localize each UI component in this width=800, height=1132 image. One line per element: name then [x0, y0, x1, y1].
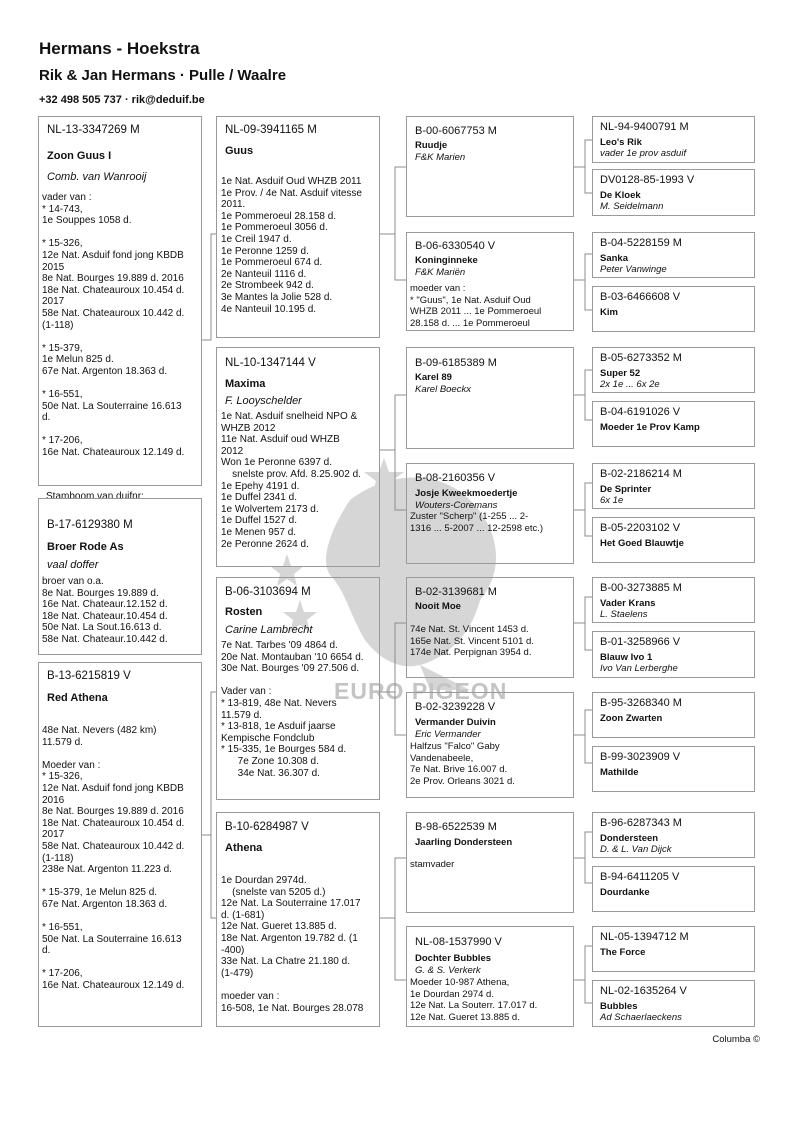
ggp-box-1[interactable]: [406, 116, 574, 217]
watermark-text: EURO PIGEON: [334, 678, 508, 704]
ancestor-box[interactable]: [592, 577, 755, 623]
ggp-breeder: F&K Marien: [415, 152, 466, 163]
ggp-ring-number: NL-08-1537990 V: [415, 936, 502, 948]
ancestor-box[interactable]: [592, 286, 755, 332]
ancestor-name: De Sprinter: [600, 484, 652, 495]
ggp-ring-number: B-09-6185389 M: [415, 357, 497, 369]
ancestor-breeder: L. Staelens: [600, 609, 648, 620]
ancestor-box[interactable]: [592, 401, 755, 447]
ancestor-ring-number: B-04-5228159 M: [600, 237, 682, 249]
ancestor-box[interactable]: [592, 169, 755, 216]
dam-sire-name: Rosten: [225, 606, 263, 618]
sire-dam-box[interactable]: [216, 347, 380, 567]
ancestor-box[interactable]: [592, 631, 755, 678]
ggp-box-6[interactable]: [406, 692, 574, 798]
ggp-box-4[interactable]: [406, 463, 574, 564]
ancestor-ring-number: B-01-3258966 V: [600, 636, 681, 648]
ancestor-box[interactable]: [592, 692, 755, 738]
ancestor-name: Mathilde: [600, 767, 639, 778]
sire-dam-details: 1e Nat. Asduif snelheid NPO & WHZB 2012 11e Nat. Asduif oud WHZB 2012 Won 1e Peronne 6397 d. snelste prov. Afd. 8.25.902 d. 1e Epehy 4191 d. 1e Duffel 2341 d. 1e Wolvertem 2173 d. 1e Duffel 1527 d. 1e Menen 957 d. 2e Peronne 2624 d.: [221, 411, 361, 550]
ancestor-breeder: M. Seidelmann: [600, 201, 664, 212]
dam-ring-number: B-13-6215819 V: [47, 670, 131, 682]
ggp-name: Ruudje: [415, 140, 448, 151]
ggp-ring-number: B-06-6330540 V: [415, 240, 496, 252]
ancestor-name: Sanka: [600, 253, 628, 264]
ancestor-box[interactable]: [592, 746, 755, 792]
subject-box[interactable]: [38, 116, 202, 486]
ggp-breeder: G. & S. Verkerk: [415, 965, 481, 976]
ggp-box-2[interactable]: [406, 232, 574, 331]
ancestor-name: Super 52: [600, 368, 641, 379]
sire-ring-number: NL-09-3941165 M: [225, 124, 317, 136]
ancestor-name: The Force: [600, 947, 646, 958]
ancestor-ring-number: B-94-6411205 V: [600, 871, 680, 883]
ancestor-ring-number: NL-05-1394712 M: [600, 931, 689, 943]
ancestor-ring-number: NL-94-9400791 M: [600, 121, 689, 133]
ancestor-box[interactable]: [592, 517, 755, 563]
ggp-ring-number: B-98-6522539 M: [415, 821, 497, 833]
ancestor-box[interactable]: [592, 463, 755, 509]
sibling-details: broer van o.a. 8e Nat. Bourges 19.889 d. 16e Nat. Chateaur.12.152 d. 18e Nat. Chateaur.10.454 d. 50e Nat. La Sout.16.613 d. 58e Nat. Chateaur.10.442 d.: [42, 576, 168, 645]
page-title: Hermans - Hoekstra: [39, 39, 200, 58]
subject-ring-number: NL-13-3347269 M: [47, 124, 140, 136]
ggp-box-3[interactable]: [406, 347, 574, 449]
ggp-details: Zuster "Scherp" (1-255 ... 2- 1316 ... 5-2007 ... 12-2598 etc.): [410, 511, 544, 534]
ggp-name: Josje Kweekmoedertje: [415, 488, 518, 499]
ggp-name: Vermander Duivin: [415, 717, 496, 728]
ggp-ring-number: B-08-2160356 V: [415, 472, 496, 484]
dam-dam-ring-number: B-10-6284987 V: [225, 821, 309, 833]
sibling-ring-number: B-17-6129380 M: [47, 519, 133, 531]
ancestor-name: Moeder 1e Prov Kamp: [600, 422, 700, 433]
ggp-ring-number: B-02-3139681 M: [415, 586, 497, 598]
ggp-name: Jaarling Dondersteen: [415, 837, 513, 848]
ancestor-box[interactable]: [592, 812, 755, 858]
ancestor-ring-number: B-95-3268340 M: [600, 697, 682, 709]
ancestor-ring-number: B-96-6287343 M: [600, 817, 682, 829]
ancestor-ring-number: B-03-6466608 V: [600, 291, 681, 303]
ancestor-name: Dondersteen: [600, 833, 659, 844]
ggp-breeder: Wouters-Coremans: [415, 500, 498, 511]
ancestor-ring-number: B-04-6191026 V: [600, 406, 681, 418]
ancestor-breeder: vader 1e prov asduif: [600, 148, 687, 159]
ancestor-name: Zoon Zwarten: [600, 713, 663, 724]
subject-name: Zoon Guus I: [47, 150, 112, 162]
sire-name: Guus: [225, 145, 254, 157]
ggp-ring-number: B-02-3239228 V: [415, 701, 496, 713]
footer-credit: Columba ©: [712, 1034, 760, 1045]
ggp-breeder: F&K Mariën: [415, 267, 466, 278]
contact-info: +32 498 505 737 · rik@deduif.be: [39, 94, 205, 106]
ggp-details: moeder van : * "Guus", 1e Nat. Asduif Oud WHZB 2011 ... 1e Pommeroeul 28.158 d. ... 1e Pommeroeul: [410, 283, 542, 329]
sibling-legend: Stamboom van duifnr:: [46, 491, 144, 502]
ancestor-box[interactable]: [592, 232, 755, 278]
ancestor-box[interactable]: [592, 116, 755, 163]
ggp-box-5[interactable]: [406, 577, 574, 678]
ggp-name: Nooit Moe: [415, 601, 461, 612]
ancestor-ring-number: B-00-3273885 M: [600, 582, 682, 594]
ggp-box-7[interactable]: [406, 812, 574, 913]
dam-sire-details: 7e Nat. Tarbes '09 4864 d. 20e Nat. Montauban '10 6654 d. 30e Nat. Bourges '09 27.506 d. Vader van : * 13-819, 48e Nat. Nevers 11.579 d. * 13-818, 1e Asduif jaarse Kempische Fondclub * 15-335, 1e Bourges 584 d. 7e Zone 10.308 d. 34e Nat. 36.307 d.: [221, 640, 364, 779]
ggp-details: stamvader: [410, 859, 455, 870]
ancestor-ring-number: NL-02-1635264 V: [600, 985, 687, 997]
ggp-breeder: Eric Vermander: [415, 729, 481, 740]
ancestor-name: Bubbles: [600, 1001, 638, 1012]
ancestor-box[interactable]: [592, 926, 755, 972]
ancestor-ring-number: B-05-6273352 M: [600, 352, 682, 364]
ancestor-breeder: 2x 1e ... 6x 2e: [600, 379, 660, 390]
dam-dam-name: Athena: [225, 842, 263, 854]
ancestor-ring-number: B-99-3023909 V: [600, 751, 681, 763]
ancestor-name: De Kloek: [600, 190, 641, 201]
ggp-details: 74e Nat. St. Vincent 1453 d. 165e Nat. St. Vincent 5101 d. 174e Nat. Perpignan 3954 d.: [410, 624, 534, 658]
ggp-name: Karel 89: [415, 372, 452, 383]
ancestor-name: Kim: [600, 307, 618, 318]
sibling-name: Broer Rode As: [47, 541, 124, 553]
sire-dam-breeder: F. Looyschelder: [225, 395, 302, 407]
dam-dam-box[interactable]: [216, 812, 380, 1027]
ggp-breeder: Karel Boeckx: [415, 384, 471, 395]
ggp-name: Dochter Bubbles: [415, 953, 492, 964]
sire-details: 1e Nat. Asduif Oud WHZB 2011 1e Prov. / 4e Nat. Asduif vitesse 2011. 1e Pommeroeul 28.158 d. 1e Pommeroeul 3056 d. 1e Creil 1947 d. 1e Peronne 1259 d. 1e Pommeroeul 674 d. 2e Nanteuil 1116 d. 2e Strombeek 942 d. 3e Mantes la Jolie 528 d. 4e Nanteuil 10.195 d.: [221, 176, 362, 315]
ggp-ring-number: B-00-6067753 M: [415, 125, 497, 137]
subject-details: vader van : * 14-743, 1e Souppes 1058 d. * 15-326, 12e Nat. Asduif fond jong KBDB 2015 8e Nat. Bourges 19.889 d. 2016 18e Nat. Chateauroux 10.454 d. 2017 58e Nat. Chateauroux 10.442 d. (1-118) * 15-379, 1e Melun 825 d. 67e Nat. Argenton 18.363 d. * 16-551, 50e Nat. La Souterraine 16.613 d. * 17-206, 16e Nat. Chateauroux 12.149 d.: [42, 192, 185, 459]
dam-name: Red Athena: [47, 692, 108, 704]
sire-dam-name: Maxima: [225, 378, 266, 390]
ancestor-name: Het Goed Blauwtje: [600, 538, 684, 549]
sibling-box[interactable]: [38, 498, 202, 655]
ancestor-breeder: Peter Vanwinge: [600, 264, 667, 275]
owner-location: Rik & Jan Hermans · Pulle / Waalre: [39, 67, 287, 84]
dam-details: 48e Nat. Nevers (482 km) 11.579 d. Moeder van : * 15-326, 12e Nat. Asduif fond jong KBDB 2016 8e Nat. Bourges 19.889 d. 2016 18e Nat. Chateauroux 10.454 d. 2017 58e Nat. Chateauroux 10.442 d. (1-118) 238e Nat. Argenton 11.223 d. * 15-379, 1e Melun 825 d. 67e Nat. Argenton 18.363 d. * 16-551, 50e Nat. La Souterraine 16.613 d. * 17-206, 16e Nat. Chateauroux 12.149 d.: [42, 725, 185, 992]
dam-box[interactable]: [38, 662, 202, 1027]
ancestor-name: Blauw Ivo 1: [600, 652, 653, 663]
sibling-breeder: vaal doffer: [47, 559, 99, 571]
ancestor-name: Vader Krans: [600, 598, 656, 609]
ancestor-ring-number: DV0128-85-1993 V: [600, 174, 695, 186]
ggp-details: Moeder 10-987 Athena, 1e Dourdan 2974 d. 12e Nat. La Souterr. 17.017 d. 12e Nat. Gueret 13.885 d.: [410, 977, 538, 1023]
subject-breeder: Comb. van Wanrooij: [47, 171, 147, 183]
ancestor-breeder: Ivo Van Lerberghe: [600, 663, 678, 674]
ancestor-box[interactable]: [592, 347, 755, 393]
ancestor-ring-number: B-05-2203102 V: [600, 522, 681, 534]
ancestor-box[interactable]: [592, 980, 755, 1027]
sire-dam-ring-number: NL-10-1347144 V: [225, 357, 316, 369]
ggp-box-8[interactable]: [406, 926, 574, 1027]
ancestor-box[interactable]: [592, 866, 755, 912]
dam-sire-breeder: Carine Lambrecht: [225, 624, 313, 636]
ggp-details: Halfzus "Falco" Gaby Vandenabeele, 7e Nat. Brive 16.007 d. 2e Prov. Orleans 3021 d.: [410, 741, 515, 787]
sire-box[interactable]: [216, 116, 380, 338]
ancestor-name: Leo's Rik: [600, 137, 642, 148]
dam-sire-ring-number: B-06-3103694 M: [225, 586, 311, 598]
ancestor-breeder: D. & L. Van Dijck: [600, 844, 672, 855]
ancestor-breeder: Ad Schaerlaeckens: [600, 1012, 682, 1023]
ancestor-breeder: 6x 1e: [600, 495, 624, 506]
dam-dam-details: 1e Dourdan 2974d. (snelste van 5205 d.) 12e Nat. La Souterraine 17.017 d. (1-681) 12e Nat. Gueret 13.885 d. 18e Nat. Argenton 19.782 d. (1 -400) 33e Nat. La Chatre 21.180 d. (1-479) moeder van : 16-508, 1e Nat. Bourges 28.078: [221, 875, 364, 1014]
dam-sire-box[interactable]: [216, 577, 380, 800]
ancestor-name: Dourdanke: [600, 887, 650, 898]
ancestor-ring-number: B-02-2186214 M: [600, 468, 682, 480]
ggp-name: Koninginneke: [415, 255, 478, 266]
